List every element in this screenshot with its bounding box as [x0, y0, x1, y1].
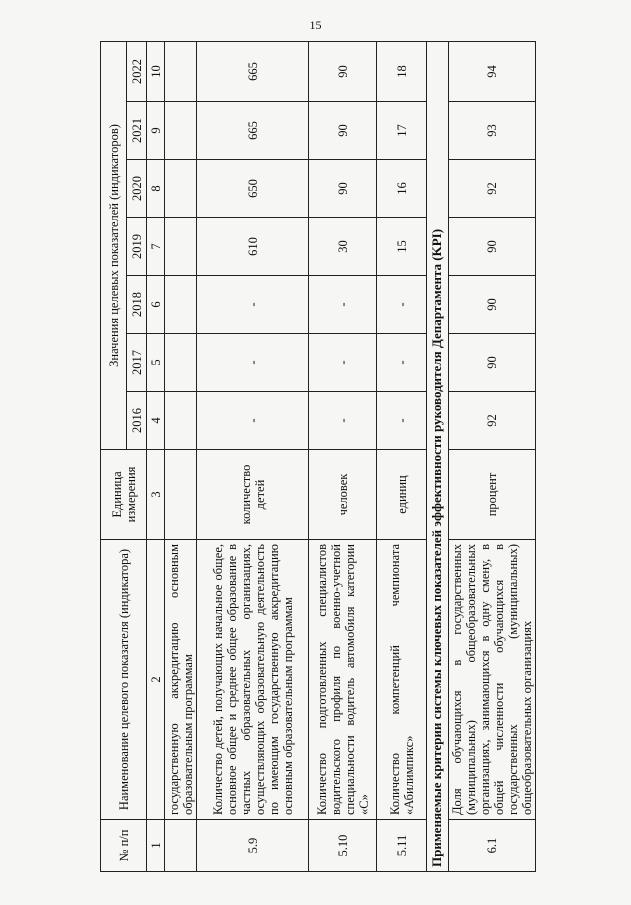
- header-name: Наименование целевого показателя (индикатора): [101, 540, 147, 820]
- row-value: 92: [449, 392, 536, 450]
- row-name: Доля обучающихся в государственных (муниципальных) общеобразовательных организациях, занимающихся в одну смену, в общей численности обучающихся в государственных (муниципальных) общеобразовательных организациях: [449, 540, 536, 820]
- row-value: -: [377, 276, 427, 334]
- column-number-row: [147, 41, 165, 871]
- row-name: Количество подготовленных специалистов водительского профиля по военно-учетной специальности водитель автомобиля категории «С»: [309, 540, 377, 820]
- row-value: 90: [449, 276, 536, 334]
- row-value: -: [309, 276, 377, 334]
- column-number: 6: [147, 276, 165, 334]
- table-row: [165, 41, 197, 871]
- table-row: [449, 41, 536, 871]
- indicators-table: [100, 41, 536, 872]
- row-value: 90: [309, 41, 377, 101]
- row-value: 90: [449, 334, 536, 392]
- header-row-1: [101, 41, 127, 871]
- row-value: 665: [197, 41, 309, 101]
- row-num: 5.10: [309, 820, 377, 872]
- section-title: Применяемые критерии системы ключевых показателей эффективности руководителя Департамента (KPI): [427, 41, 449, 871]
- row-value: 665: [197, 102, 309, 160]
- column-number: 1: [147, 820, 165, 872]
- header-year: 2017: [127, 334, 147, 392]
- row-num: 6.1: [449, 820, 536, 872]
- header-year: 2018: [127, 276, 147, 334]
- row-value: 30: [309, 218, 377, 276]
- header-values-group: Значения целевых показателей (индикаторов): [101, 41, 127, 449]
- section-row: [427, 41, 449, 871]
- row-value: [165, 218, 197, 276]
- row-value: -: [377, 392, 427, 450]
- column-number: 7: [147, 218, 165, 276]
- column-number: 3: [147, 450, 165, 540]
- column-number: 2: [147, 540, 165, 820]
- row-num: 5.9: [197, 820, 309, 872]
- row-value: 90: [309, 102, 377, 160]
- column-number: 5: [147, 334, 165, 392]
- row-name: Количество компетенций чемпионата «Абилимпикс»: [377, 540, 427, 820]
- row-value: 650: [197, 160, 309, 218]
- header-year: 2021: [127, 102, 147, 160]
- row-name: Количество детей, получающих начальное общее, основное общее и среднее общее образование в частных образовательных организациях, осуществляющих образовательную деятельность по имеющим государственную аккредитацию основным образовательным программам: [197, 540, 309, 820]
- row-unit: количество детей: [197, 450, 309, 540]
- row-value: 93: [449, 102, 536, 160]
- row-value: -: [197, 276, 309, 334]
- row-value: 610: [197, 218, 309, 276]
- row-value: [165, 276, 197, 334]
- row-value: 94: [449, 41, 536, 101]
- rotated-table-container: [100, 42, 534, 872]
- row-value: [165, 41, 197, 101]
- header-num: № п/п: [101, 820, 147, 872]
- row-value: 90: [309, 160, 377, 218]
- header-year: 2019: [127, 218, 147, 276]
- row-value: [165, 392, 197, 450]
- row-value: 18: [377, 41, 427, 101]
- row-name: государственную аккредитацию основным образовательным программам: [165, 540, 197, 820]
- row-unit: [165, 450, 197, 540]
- row-value: -: [197, 334, 309, 392]
- column-number: 8: [147, 160, 165, 218]
- header-year: 2022: [127, 41, 147, 101]
- row-value: 17: [377, 102, 427, 160]
- row-value: [165, 334, 197, 392]
- table-row: [377, 41, 427, 871]
- header-unit: Единица измерения: [101, 450, 147, 540]
- page-number: 15: [309, 18, 322, 32]
- table-row: [197, 41, 309, 871]
- row-unit: человек: [309, 450, 377, 540]
- table-row: [309, 41, 377, 871]
- row-value: 16: [377, 160, 427, 218]
- row-value: 92: [449, 160, 536, 218]
- row-value: -: [309, 334, 377, 392]
- row-value: [165, 102, 197, 160]
- column-number: 10: [147, 41, 165, 101]
- row-unit: процент: [449, 450, 536, 540]
- row-value: -: [309, 392, 377, 450]
- row-num: 5.11: [377, 820, 427, 872]
- row-value: [165, 160, 197, 218]
- header-year: 2020: [127, 160, 147, 218]
- column-number: 4: [147, 392, 165, 450]
- row-value: 90: [449, 218, 536, 276]
- row-value: -: [197, 392, 309, 450]
- row-value: -: [377, 334, 427, 392]
- header-year: 2016: [127, 392, 147, 450]
- row-num: [165, 820, 197, 872]
- row-unit: единиц: [377, 450, 427, 540]
- row-value: 15: [377, 218, 427, 276]
- column-number: 9: [147, 102, 165, 160]
